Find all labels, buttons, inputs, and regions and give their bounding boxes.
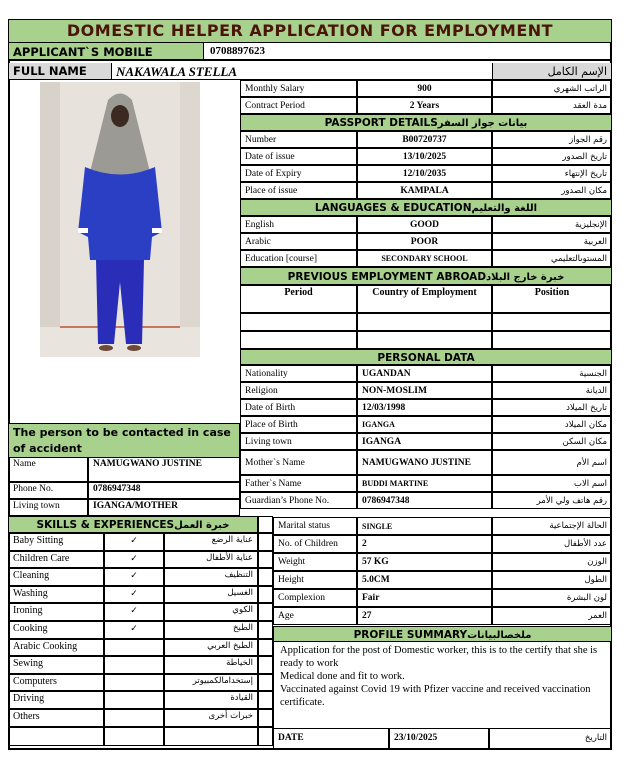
skills-title-ar: خبرة العمل xyxy=(174,520,230,531)
languages-title-en: LANGUAGES & EDUCATION xyxy=(314,202,472,214)
skill-ar: التنظيف xyxy=(164,568,258,586)
prev-employment-cell xyxy=(357,313,492,331)
physical-ar: عدد الأطفال xyxy=(492,535,611,553)
skill-ar: الطبخ xyxy=(164,621,258,639)
applicant-photo xyxy=(40,82,200,357)
passport-title-en: PASSPORT DETAILS xyxy=(324,117,438,129)
personal-row-label: Father`s Name xyxy=(240,475,357,492)
personal-row-label: Place of Birth xyxy=(240,416,357,433)
physical-ar: الطول xyxy=(492,571,611,589)
physical-value: 5.0CM xyxy=(357,571,492,589)
skill-label: Computers xyxy=(9,674,104,692)
physical-ar: الحالة الإجتماعية xyxy=(492,517,611,535)
passport-row-value: 13/10/2025 xyxy=(357,148,492,165)
personal-row-label: Living town xyxy=(240,433,357,450)
languages-row-label: Education [course] xyxy=(240,250,357,267)
physical-value: SINGLE xyxy=(357,517,492,535)
skill-check-icon xyxy=(104,727,164,746)
personal-row-ar: الجنسية xyxy=(492,365,611,382)
physical-ar: العمر xyxy=(492,607,611,625)
prev-employment-cell xyxy=(492,313,611,331)
skill-spacer xyxy=(258,568,273,586)
physical-label: Height xyxy=(273,571,357,589)
physical-ar: لون البشرة xyxy=(492,589,611,607)
physical-value: 27 xyxy=(357,607,492,625)
skill-spacer xyxy=(258,709,273,727)
skill-check-icon xyxy=(104,656,164,674)
prev-employment-cell xyxy=(240,331,357,349)
personal-row-ar: رقم هاتف ولي الأمر xyxy=(492,492,611,509)
skill-check-icon xyxy=(104,674,164,692)
fullname-value: NAKAWALA STELLA xyxy=(112,63,492,80)
passport-row-label: Number xyxy=(240,131,357,148)
skill-check-icon xyxy=(104,709,164,727)
physical-value: 2 xyxy=(357,535,492,553)
personal-row-label: Nationality xyxy=(240,365,357,382)
skill-check-icon: ✓ xyxy=(104,586,164,604)
passport-row-label: Date of Expiry xyxy=(240,165,357,182)
skill-ar: الكوي xyxy=(164,603,258,621)
skills-title-en: SKILLS & EXPERIENCES xyxy=(36,519,175,531)
physical-label: Age xyxy=(273,607,357,625)
languages-row-label: Arabic xyxy=(240,233,357,250)
physical-value: Fair xyxy=(357,589,492,607)
physical-label: Weight xyxy=(273,553,357,571)
languages-row-value: GOOD xyxy=(357,216,492,233)
personal-title-en: PERSONAL DATA xyxy=(377,352,475,364)
personal-row-ar: اسم الأم xyxy=(492,450,611,475)
prev-employment-cell xyxy=(492,331,611,349)
contact-value: NAMUGWANO JUSTINE xyxy=(88,457,240,482)
languages-row-ar: العربية xyxy=(492,233,611,250)
employment-row-value: 900 xyxy=(357,80,492,97)
languages-row-ar: المستوىالتعليمي xyxy=(492,250,611,267)
skill-spacer xyxy=(258,603,273,621)
prev-employment-title-en: PREVIOUS EMPLOYMENT ABROAD xyxy=(287,271,487,283)
skill-check-icon: ✓ xyxy=(104,533,164,551)
contact-label: Phone No. xyxy=(9,482,88,499)
skill-label: Baby Sitting xyxy=(9,533,104,551)
languages-row-value: SECONDARY SCHOOL xyxy=(357,250,492,267)
prev-employment-cell xyxy=(357,331,492,349)
prev-employment-title-ar: خبرة خارج البلاد xyxy=(486,272,565,283)
skill-ar: القيادة xyxy=(164,691,258,709)
employment-row-ar: مدة العقد xyxy=(492,97,611,114)
skill-spacer xyxy=(258,674,273,692)
employment-row-value: 2 Years xyxy=(357,97,492,114)
skill-ar: الغسيل xyxy=(164,586,258,604)
skill-ar xyxy=(164,727,258,746)
employment-row-ar: الراتب الشهري xyxy=(492,80,611,97)
prev-employment-header: Country of Employment xyxy=(357,285,492,313)
skill-label: Driving xyxy=(9,691,104,709)
skill-spacer xyxy=(258,639,273,657)
skill-check-icon: ✓ xyxy=(104,603,164,621)
skill-check-icon: ✓ xyxy=(104,621,164,639)
passport-row-ar: تاريخ الصدور xyxy=(492,148,611,165)
skill-label: Arabic Cooking xyxy=(9,639,104,657)
prev-employment-title xyxy=(240,267,611,285)
skill-spacer xyxy=(258,551,273,569)
fullname-label: FULL NAME xyxy=(9,63,112,80)
profile-text: Application for the post of Domestic worker, this is to the certify that she is ready to work Medical done and fit to work. Vaccinated against Covid 19 with Pfizer vaccine and received vaccination certificate. xyxy=(273,642,611,728)
personal-row-ar: الديانة xyxy=(492,382,611,399)
employment-row-label: Contract Period xyxy=(240,97,357,114)
skill-ar: الخياطة xyxy=(164,656,258,674)
skill-spacer xyxy=(258,691,273,709)
employment-row-label: Monthly Salary xyxy=(240,80,357,97)
contact-label: Name xyxy=(9,457,88,482)
passport-row-value: B00720737 xyxy=(357,131,492,148)
profile-title-en: PROFILE SUMMARY xyxy=(353,629,468,641)
mobile-value: 0708897623 xyxy=(204,43,611,61)
skill-check-icon xyxy=(104,639,164,657)
skill-label: Others xyxy=(9,709,104,727)
physical-label: Marital status xyxy=(273,517,357,535)
contact-label: Living town xyxy=(9,499,88,516)
passport-row-label: Place of issue xyxy=(240,182,357,199)
skill-check-icon: ✓ xyxy=(104,551,164,569)
personal-row-value: NON-MOSLIM xyxy=(357,382,492,399)
personal-row-label: Date of Birth xyxy=(240,399,357,416)
prev-employment-header: Position xyxy=(492,285,611,313)
passport-row-value: KAMPALA xyxy=(357,182,492,199)
personal-row-label: Guardian’s Phone No. xyxy=(240,492,357,509)
skill-spacer xyxy=(258,586,273,604)
languages-row-ar: الإنجليزية xyxy=(492,216,611,233)
skill-check-icon: ✓ xyxy=(104,568,164,586)
personal-row-value: NAMUGWANO JUSTINE xyxy=(357,450,492,475)
fullname-ar: الإسم الكامل xyxy=(492,63,611,80)
passport-row-ar: رقم الجواز xyxy=(492,131,611,148)
personal-row-ar: تاريخ الميلاد xyxy=(492,399,611,416)
passport-row-value: 12/10/2035 xyxy=(357,165,492,182)
personal-row-value: 12/03/1998 xyxy=(357,399,492,416)
personal-row-value: 0786947348 xyxy=(357,492,492,509)
skill-ar: عناية الأطفال xyxy=(164,551,258,569)
mobile-label: APPLICANT`S MOBILE xyxy=(9,43,204,61)
skill-label: Washing xyxy=(9,586,104,604)
skill-check-icon xyxy=(104,691,164,709)
languages-title xyxy=(240,199,611,216)
physical-ar: الوزن xyxy=(492,553,611,571)
personal-row-ar: مكان الميلاد xyxy=(492,416,611,433)
contact-title: The person to be contacted in case of accident xyxy=(9,423,240,457)
languages-row-label: English xyxy=(240,216,357,233)
photo-cell xyxy=(9,80,240,423)
date-label: DATE xyxy=(273,728,389,749)
skill-ar: عناية الرضع xyxy=(164,533,258,551)
profile-title xyxy=(273,626,611,642)
skill-label: Sewing xyxy=(9,656,104,674)
prev-employment-cell xyxy=(240,313,357,331)
skills-spacer xyxy=(258,516,273,533)
personal-row-label: Mother`s Name xyxy=(240,450,357,475)
date-ar: التاريخ xyxy=(489,728,611,749)
date-value: 23/10/2025 xyxy=(389,728,489,749)
personal-row-ar: اسم الاب xyxy=(492,475,611,492)
personal-row-label: Religion xyxy=(240,382,357,399)
physical-label: No. of Children xyxy=(273,535,357,553)
passport-row-ar: مكان الصدور xyxy=(492,182,611,199)
physical-value: 57 KG xyxy=(357,553,492,571)
personal-row-value: BUDDI MARTINE xyxy=(357,475,492,492)
personal-row-value: IGANGA xyxy=(357,416,492,433)
languages-title-ar: اللغة والتعليم xyxy=(471,203,538,214)
personal-row-ar: مكان السكن xyxy=(492,433,611,450)
form-title: DOMESTIC HELPER APPLICATION FOR EMPLOYMENT xyxy=(9,20,611,43)
personal-title xyxy=(240,349,611,365)
skill-spacer xyxy=(258,621,273,639)
prev-employment-header: Period xyxy=(240,285,357,313)
skill-ar: إستخدامالكمبيوتر xyxy=(164,674,258,692)
skill-label: Cooking xyxy=(9,621,104,639)
physical-label: Complexion xyxy=(273,589,357,607)
skill-label: Ironing xyxy=(9,603,104,621)
skill-ar: خبرات أخرى xyxy=(164,709,258,727)
skill-label xyxy=(9,727,104,746)
skills-title xyxy=(9,516,258,533)
skill-label: Cleaning xyxy=(9,568,104,586)
skill-spacer xyxy=(258,533,273,551)
passport-title xyxy=(240,114,611,131)
profile-title-ar: ملخصالبيانات xyxy=(467,630,532,641)
contact-value: IGANGA/MOTHER xyxy=(88,499,240,516)
personal-row-value: UGANDAN xyxy=(357,365,492,382)
skill-ar: الطبخ العربي xyxy=(164,639,258,657)
skill-label: Children Care xyxy=(9,551,104,569)
passport-row-label: Date of issue xyxy=(240,148,357,165)
contact-value: 0786947348 xyxy=(88,482,240,499)
personal-row-value: IGANGA xyxy=(357,433,492,450)
skill-spacer xyxy=(258,727,273,746)
passport-title-ar: بيانات جواز السفر xyxy=(437,118,528,129)
skill-spacer xyxy=(258,656,273,674)
languages-row-value: POOR xyxy=(357,233,492,250)
passport-row-ar: تاريخ الإنتهاء xyxy=(492,165,611,182)
